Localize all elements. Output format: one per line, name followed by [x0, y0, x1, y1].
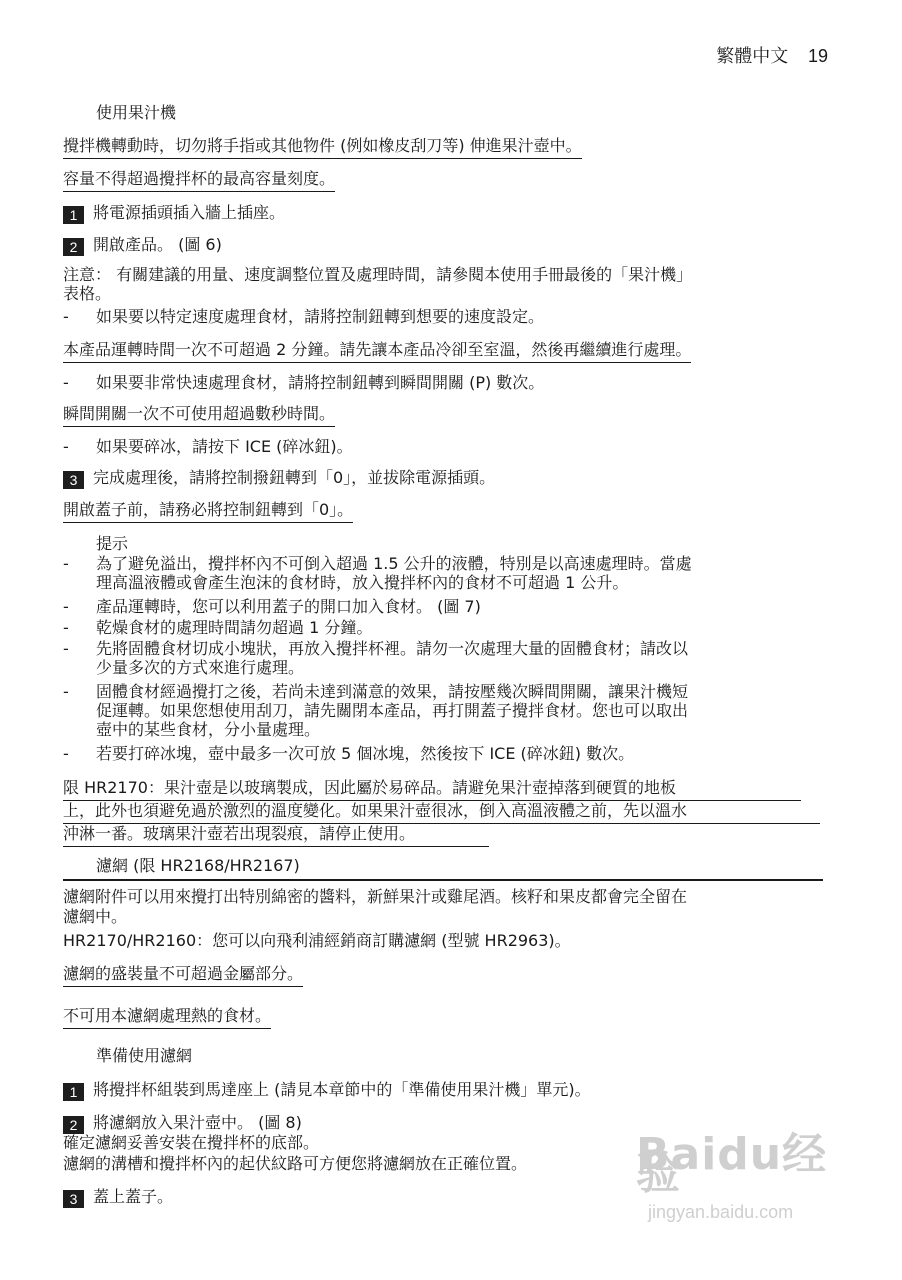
section-rule [63, 879, 823, 881]
list-item: - 如果要碎冰，請按下 ICE (碎冰鈕)。 [63, 437, 353, 456]
hr2170-warning-line-1: 限 HR2170：果汁壺是以玻璃製成，因此屬於易碎品。請避免果汁壺掉落到硬質的地板 [63, 778, 676, 797]
step-number: 2 [63, 238, 84, 256]
hr2170-warning-line-3: 沖淋一番。玻璃果汁壺若出現裂痕，請停止使用。 [63, 824, 416, 843]
step-number: 1 [63, 206, 84, 224]
baidu-logo: Baidu经验 [636, 1129, 828, 1199]
warning-pulse: 瞬間開關一次不可使用超過數秒時間。 [63, 404, 823, 423]
step-text: 開啟產品。 (圖 6) [93, 235, 222, 254]
warning-filter-capacity: 濾網的盛裝量不可超過金屬部分。 [63, 964, 823, 983]
filter-order-line: HR2170/HR2160：您可以向飛利浦經銷商訂購濾網 (型號 HR2963)。 [63, 931, 571, 950]
step-text: 完成處理後，請將控制撥鈕轉到「0」，並拔除電源插頭。 [93, 468, 496, 487]
step-1 [63, 203, 823, 224]
list-item: - 如果要非常快速處理食材，請將控制鈕轉到瞬間開關 (P) 數次。 [63, 373, 545, 392]
page-number: 19 [807, 46, 828, 66]
baidu-watermark [636, 1129, 846, 1235]
tip-item: - 若要打碎冰塊，壺中最多一次可放 5 個冰塊，然後按下 ICE (碎冰鈕) 數次。 [63, 744, 635, 763]
step-2-detail-2: 濾網的溝槽和攪拌杯內的起伏紋路可方便您將濾網放在正確位置。 [63, 1154, 528, 1173]
step-text: 將濾網放入果汁壺中。 (圖 8) [93, 1113, 302, 1132]
step-1 [63, 1080, 823, 1101]
filter-desc-line-1: 濾網附件可以用來攪打出特別綿密的醬料，新鮮果汁或雞尾酒。核籽和果皮都會完全留在 [63, 887, 688, 906]
section-title-using-blender: 使用果汁機 [96, 103, 177, 122]
filter-desc-line-2: 濾網中。 [63, 907, 128, 926]
section-title-prep-filter: 準備使用濾網 [96, 1046, 193, 1065]
note-line-1: 注意： 有關建議的用量、速度調整位置及處理時間，請參閱本使用手冊最後的「果汁機」 [63, 265, 693, 284]
section-title-filter: 濾網 (限 HR2168/HR2167) [96, 856, 300, 875]
step-number: 3 [63, 1190, 84, 1208]
tip-item: - 乾燥食材的處理時間請勿超過 1 分鐘。 [63, 618, 373, 637]
step-3 [63, 468, 823, 489]
warning-fingers: 攪拌機轉動時，切勿將手指或其他物件 (例如橡皮刮刀等) 伸進果汁壺中。 [63, 136, 823, 155]
tip-item: - 先將固體食材切成小塊狀，再放入攪拌杯裡。請勿一次處理大量的固體食材；請改以 少量多次的方式來進行處理。 [63, 639, 689, 677]
list-item: - 如果要以特定速度處理食材，請將控制鈕轉到想要的速度設定。 [63, 307, 545, 326]
page-header [716, 47, 828, 66]
tip-item: - 產品運轉時，您可以利用蓋子的開口加入食材。 (圖 7) [63, 597, 481, 616]
step-number: 3 [63, 471, 84, 489]
step-text: 蓋上蓋子。 [93, 1187, 174, 1206]
step-2-detail-1: 確定濾網妥善安裝在攪拌杯的底部。 [63, 1133, 320, 1152]
warning-runtime: 本產品運轉時間一次不可超過 2 分鐘。請先讓本產品冷卻至室溫，然後再繼續進行處理。 [63, 340, 823, 359]
warning-filter-hot: 不可用本濾網處理熱的食材。 [63, 1006, 823, 1025]
tips-title: 提示 [96, 534, 129, 553]
tip-item: - 固體食材經過攪打之後，若尚未達到滿意的效果，請按壓幾次瞬間開關，讓果汁機短 促運轉。如果您想使用刮刀，請先關閉本產品，再打開蓋子攪拌食材。您也可以取出 壺中的某些食材，分小量處理。 [63, 682, 689, 739]
step-text: 將電源插頭插入牆上插座。 [93, 203, 286, 222]
note-line-2: 表格。 [63, 284, 112, 303]
step-2 [63, 235, 823, 256]
warning-max-capacity: 容量不得超過攪拌杯的最高容量刻度。 [63, 169, 823, 188]
tip-item: - 為了避免溢出，攪拌杯內不可倒入超過 1.5 公升的液體，特別是以高速處理時。當處 理高溫液體或會產生泡沫的食材時，放入攪拌杯內的食材不可超過 1 公升。 [63, 554, 692, 592]
divider [63, 846, 489, 847]
warning-lid: 開啟蓋子前，請務必將控制鈕轉到「0」。 [63, 500, 823, 519]
watermark-url: jingyan.baidu.com [648, 1202, 794, 1222]
step-text: 將攪拌杯組裝到馬達座上 (請見本章節中的「準備使用果汁機」單元)。 [93, 1080, 591, 1099]
hr2170-warning-line-2: 上，此外也須避免過於激烈的溫度變化。如果果汁壺很冰，倒入高溫液體之前，先以溫水 [63, 801, 688, 820]
step-number: 2 [63, 1116, 84, 1134]
step-number: 1 [63, 1083, 84, 1101]
header-language: 繁體中文 [716, 46, 789, 67]
